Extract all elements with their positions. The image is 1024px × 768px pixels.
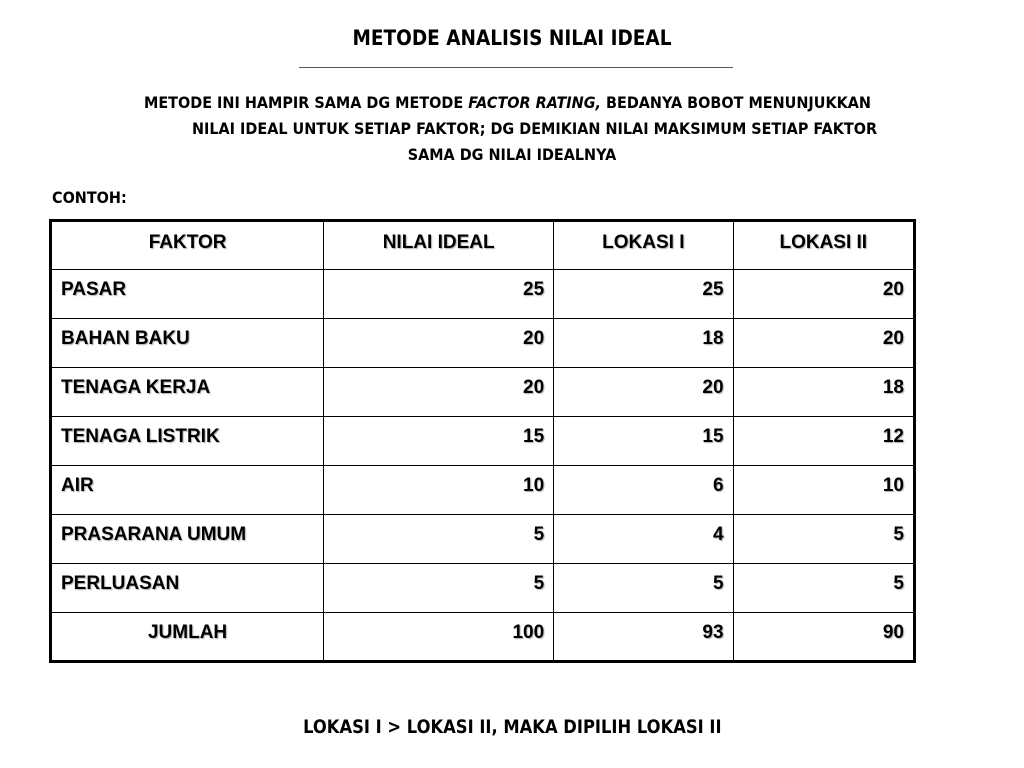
- ideal-cell: 10: [324, 466, 554, 515]
- header-location-1: LOKASI I: [554, 221, 733, 270]
- location-2-cell: 10: [733, 466, 914, 515]
- conclusion-label: LOKASI I > LOKASI II, MAKA DIPILIH LOKASI II: [302, 716, 722, 738]
- page-title: METODE ANALISIS NILAI IDEAL: [352, 26, 672, 50]
- factor-table: [49, 219, 916, 663]
- table-row: [51, 417, 915, 466]
- location-1-cell: 18: [554, 319, 733, 368]
- ideal-cell: 20: [324, 368, 554, 417]
- factor-cell: AIR: [51, 466, 324, 515]
- ideal-cell: 15: [324, 417, 554, 466]
- factor-cell: PASAR: [51, 270, 324, 319]
- location-2-cell: 18: [733, 368, 914, 417]
- example-label: CONTOH:: [52, 188, 127, 207]
- table-row: [51, 564, 915, 613]
- intro-line-1-prefix: METODE INI HAMPIR SAMA DG METODE: [144, 93, 469, 112]
- intro-line-1-suffix: BEDANYA BOBOT MENUNJUKKAN: [600, 93, 871, 112]
- table-row: [51, 319, 915, 368]
- location-1-cell: 25: [554, 270, 733, 319]
- factor-cell: PERLUASAN: [51, 564, 324, 613]
- location-1-cell: 20: [554, 368, 733, 417]
- header-ideal-value: NILAI IDEAL: [324, 221, 554, 270]
- ideal-cell: 20: [324, 319, 554, 368]
- table-row: [51, 466, 915, 515]
- table-header-row: [51, 221, 915, 270]
- factor-cell: TENAGA LISTRIK: [51, 417, 324, 466]
- ideal-cell: 5: [324, 564, 554, 613]
- total-location-2-cell: 90: [733, 613, 914, 662]
- intro-line-2: NILAI IDEAL UNTUK SETIAP FAKTOR; DG DEMIKIAN NILAI MAKSIMUM SETIAP FAKTOR: [191, 119, 878, 138]
- title-underline: [299, 67, 733, 68]
- header-location-2: LOKASI II: [733, 221, 914, 270]
- location-2-cell: 20: [733, 319, 914, 368]
- location-2-cell: 12: [733, 417, 914, 466]
- total-location-1-cell: 93: [554, 613, 733, 662]
- ideal-cell: 5: [324, 515, 554, 564]
- table-row: [51, 270, 915, 319]
- factor-cell: TENAGA KERJA: [51, 368, 324, 417]
- total-label-cell: JUMLAH: [51, 613, 324, 662]
- location-2-cell: 5: [733, 515, 914, 564]
- factor-cell: PRASARANA UMUM: [51, 515, 324, 564]
- header-factor: FAKTOR: [51, 221, 324, 270]
- table-row: [51, 515, 915, 564]
- ideal-cell: 25: [324, 270, 554, 319]
- location-2-cell: 5: [733, 564, 914, 613]
- location-2-cell: 20: [733, 270, 914, 319]
- table-row: [51, 368, 915, 417]
- total-ideal-cell: 100: [324, 613, 554, 662]
- total-row: [51, 613, 915, 662]
- intro-line-1: [105, 90, 919, 116]
- conclusion-text: [0, 716, 1024, 738]
- location-1-cell: 6: [554, 466, 733, 515]
- intro-line-1-italic: FACTOR RATING,: [468, 93, 601, 112]
- location-1-cell: 5: [554, 564, 733, 613]
- intro-line-3: SAMA DG NILAI IDEALNYA: [407, 145, 617, 164]
- intro-paragraph: [60, 90, 964, 168]
- factor-cell: BAHAN BAKU: [51, 319, 324, 368]
- location-1-cell: 15: [554, 417, 733, 466]
- location-1-cell: 4: [554, 515, 733, 564]
